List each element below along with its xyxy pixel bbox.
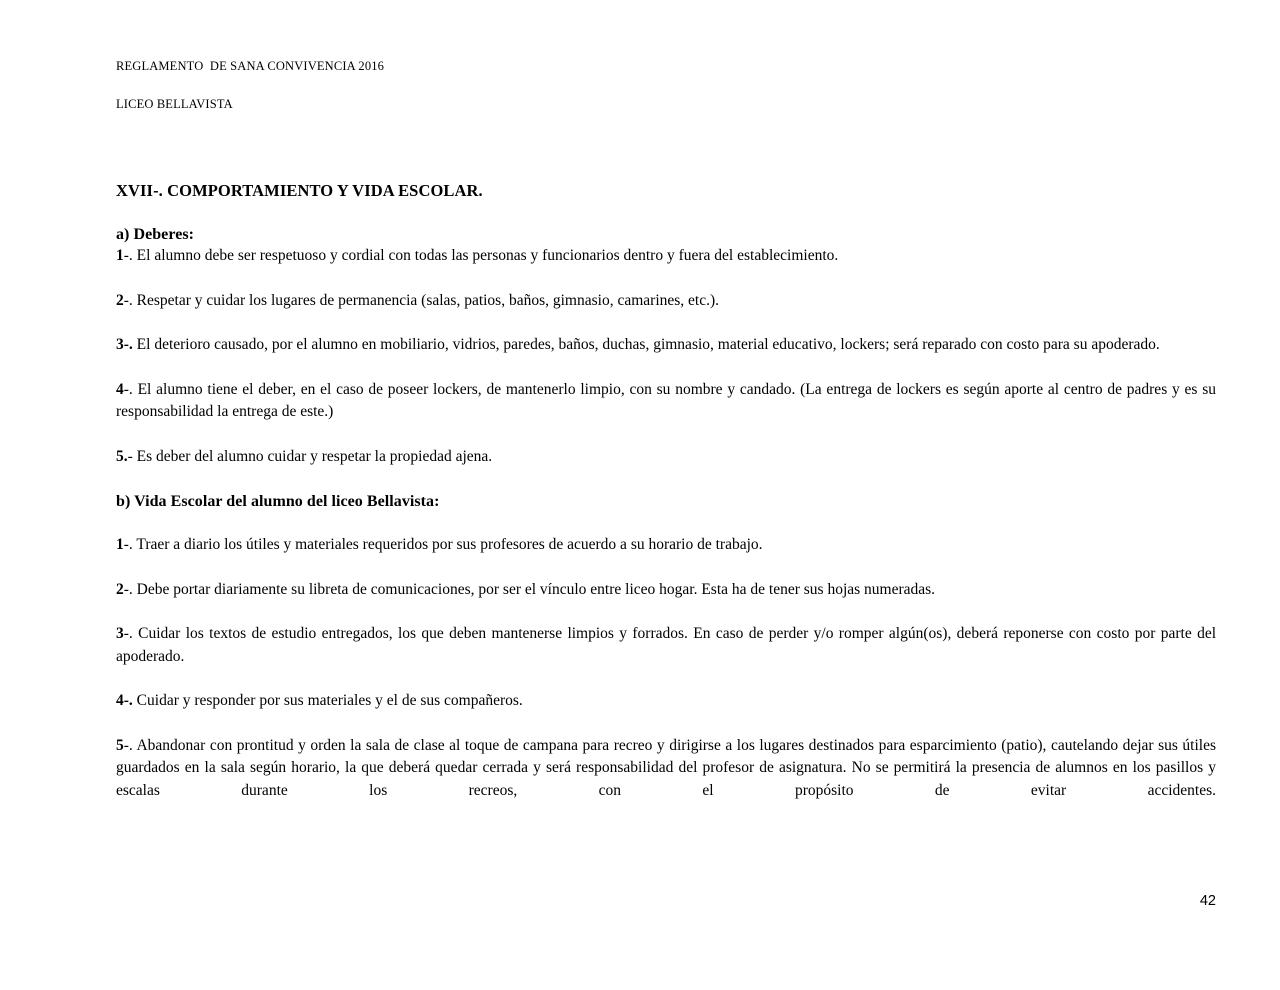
list-item-number: 2 bbox=[116, 291, 124, 309]
list-item-number: 1 bbox=[116, 536, 124, 553]
list-item-b3 bbox=[116, 623, 1216, 668]
list-item-a4 bbox=[116, 379, 1216, 424]
list-item-number: 5 bbox=[116, 736, 124, 754]
list-item-text: Es deber del alumno cuidar y respetar la propiedad ajena. bbox=[136, 447, 493, 465]
list-item-a3 bbox=[116, 334, 1216, 357]
paragraph-spacer bbox=[116, 268, 1216, 290]
document-header bbox=[116, 58, 1216, 113]
section-spacer bbox=[116, 468, 1216, 491]
list-item-b5 bbox=[116, 735, 1216, 825]
paragraph-spacer bbox=[116, 713, 1216, 735]
list-item-b1 bbox=[116, 534, 1216, 557]
list-item-text: Cuidar y responder por sus materiales y el de sus compañeros. bbox=[136, 692, 523, 709]
list-item-separator: -. bbox=[123, 625, 133, 642]
list-item-text: Debe portar diariamente su libreta de comunicaciones, por ser el vínculo entre liceo hogar. Esta ha de tener sus hojas numeradas. bbox=[136, 580, 936, 598]
list-item-separator: -. bbox=[123, 380, 133, 398]
list-item-text: Respetar y cuidar los lugares de permanencia (salas, patios, baños, gimnasio, camarines, etc.). bbox=[136, 291, 720, 309]
subsection-heading-a: a) Deberes: bbox=[116, 226, 195, 243]
list-item-text: El alumno tiene el deber, en el caso de poseer lockers, de mantenerlo limpio, con su nombre y candado. (La entrega de lockers es según aporte al centro de padres y es su responsabilidad la entrega de este.) bbox=[116, 380, 1216, 420]
paragraph-spacer bbox=[116, 557, 1216, 579]
list-item-number: 4 bbox=[116, 692, 124, 709]
paragraph-spacer bbox=[116, 424, 1216, 446]
paragraph-spacer bbox=[116, 512, 1216, 534]
list-item-separator: -. bbox=[123, 247, 133, 264]
list-item-text: El deterioro causado, por el alumno en mobiliario, vidrios, paredes, baños, duchas, gimnasio, material educativo, lockers; será reparado con costo para su apoderado. bbox=[136, 336, 1160, 353]
list-item-number: 1 bbox=[116, 247, 124, 264]
header-line-title: REGLAMENTO DE SANA CONVIVENCIA 2016 bbox=[116, 59, 385, 73]
list-item-b2 bbox=[116, 579, 1216, 602]
list-item-separator: -. bbox=[123, 536, 133, 553]
header-line-school: LICEO BELLAVISTA bbox=[116, 97, 233, 111]
page-title: XVII-. COMPORTAMIENTO Y VIDA ESCOLAR. bbox=[116, 181, 483, 200]
list-item-separator: -. bbox=[123, 336, 133, 353]
list-item-separator: - bbox=[127, 447, 133, 465]
list-item-a2 bbox=[116, 290, 1216, 313]
list-item-separator: -. bbox=[123, 692, 133, 709]
paragraph-spacer bbox=[116, 601, 1216, 623]
paragraph-spacer bbox=[116, 312, 1216, 334]
list-item-number: 3 bbox=[116, 336, 124, 353]
list-item-separator: -. bbox=[123, 580, 133, 598]
list-item-number: 3 bbox=[116, 625, 124, 642]
subsection-deberes bbox=[116, 224, 1216, 468]
list-item-text: Traer a diario los útiles y materiales requeridos por sus profesores de acuerdo a su horario de trabajo. bbox=[136, 536, 763, 553]
list-item-separator: -. bbox=[123, 291, 133, 309]
list-item-text: Cuidar los textos de estudio entregados, los que deben mantenerse limpios y forrados. En caso de perder y/o romper algún(os), deberá reponerse con costo por parte del apoderado. bbox=[116, 625, 1217, 665]
list-item-number: 2 bbox=[116, 580, 124, 598]
list-item-separator: -. bbox=[123, 736, 133, 754]
list-item-text: El alumno debe ser respetuoso y cordial con todas las personas y funcionarios dentro y fuera del establecimiento. bbox=[136, 247, 839, 264]
document-body bbox=[116, 180, 1216, 825]
page-number: 42 bbox=[1199, 893, 1216, 909]
list-item-b4 bbox=[116, 690, 1216, 713]
subsection-vida-escolar bbox=[116, 491, 1216, 825]
paragraph-spacer bbox=[116, 357, 1216, 379]
paragraph-spacer bbox=[116, 668, 1216, 690]
list-item-text: Abandonar con prontitud y orden la sala de clase al toque de campana para recreo y dirigirse a los lugares destinados para esparcimiento (patio), cautelando dejar sus útiles guardados en la sala según horario, la que deberá quedar cerrada y será responsabilidad del profesor de asignatura. No se permitirá la presencia de alumnos en los pasillos y escalas durante los recreos, con el propósito de evitar accidentes. bbox=[116, 736, 1216, 799]
list-item-number: 4 bbox=[116, 380, 124, 398]
list-item-a1 bbox=[116, 245, 1216, 268]
list-item-a5 bbox=[116, 446, 1216, 469]
subsection-heading-b: b) Vida Escolar del alumno del liceo Bellavista: bbox=[116, 493, 440, 510]
list-item-number: 5. bbox=[116, 447, 128, 465]
